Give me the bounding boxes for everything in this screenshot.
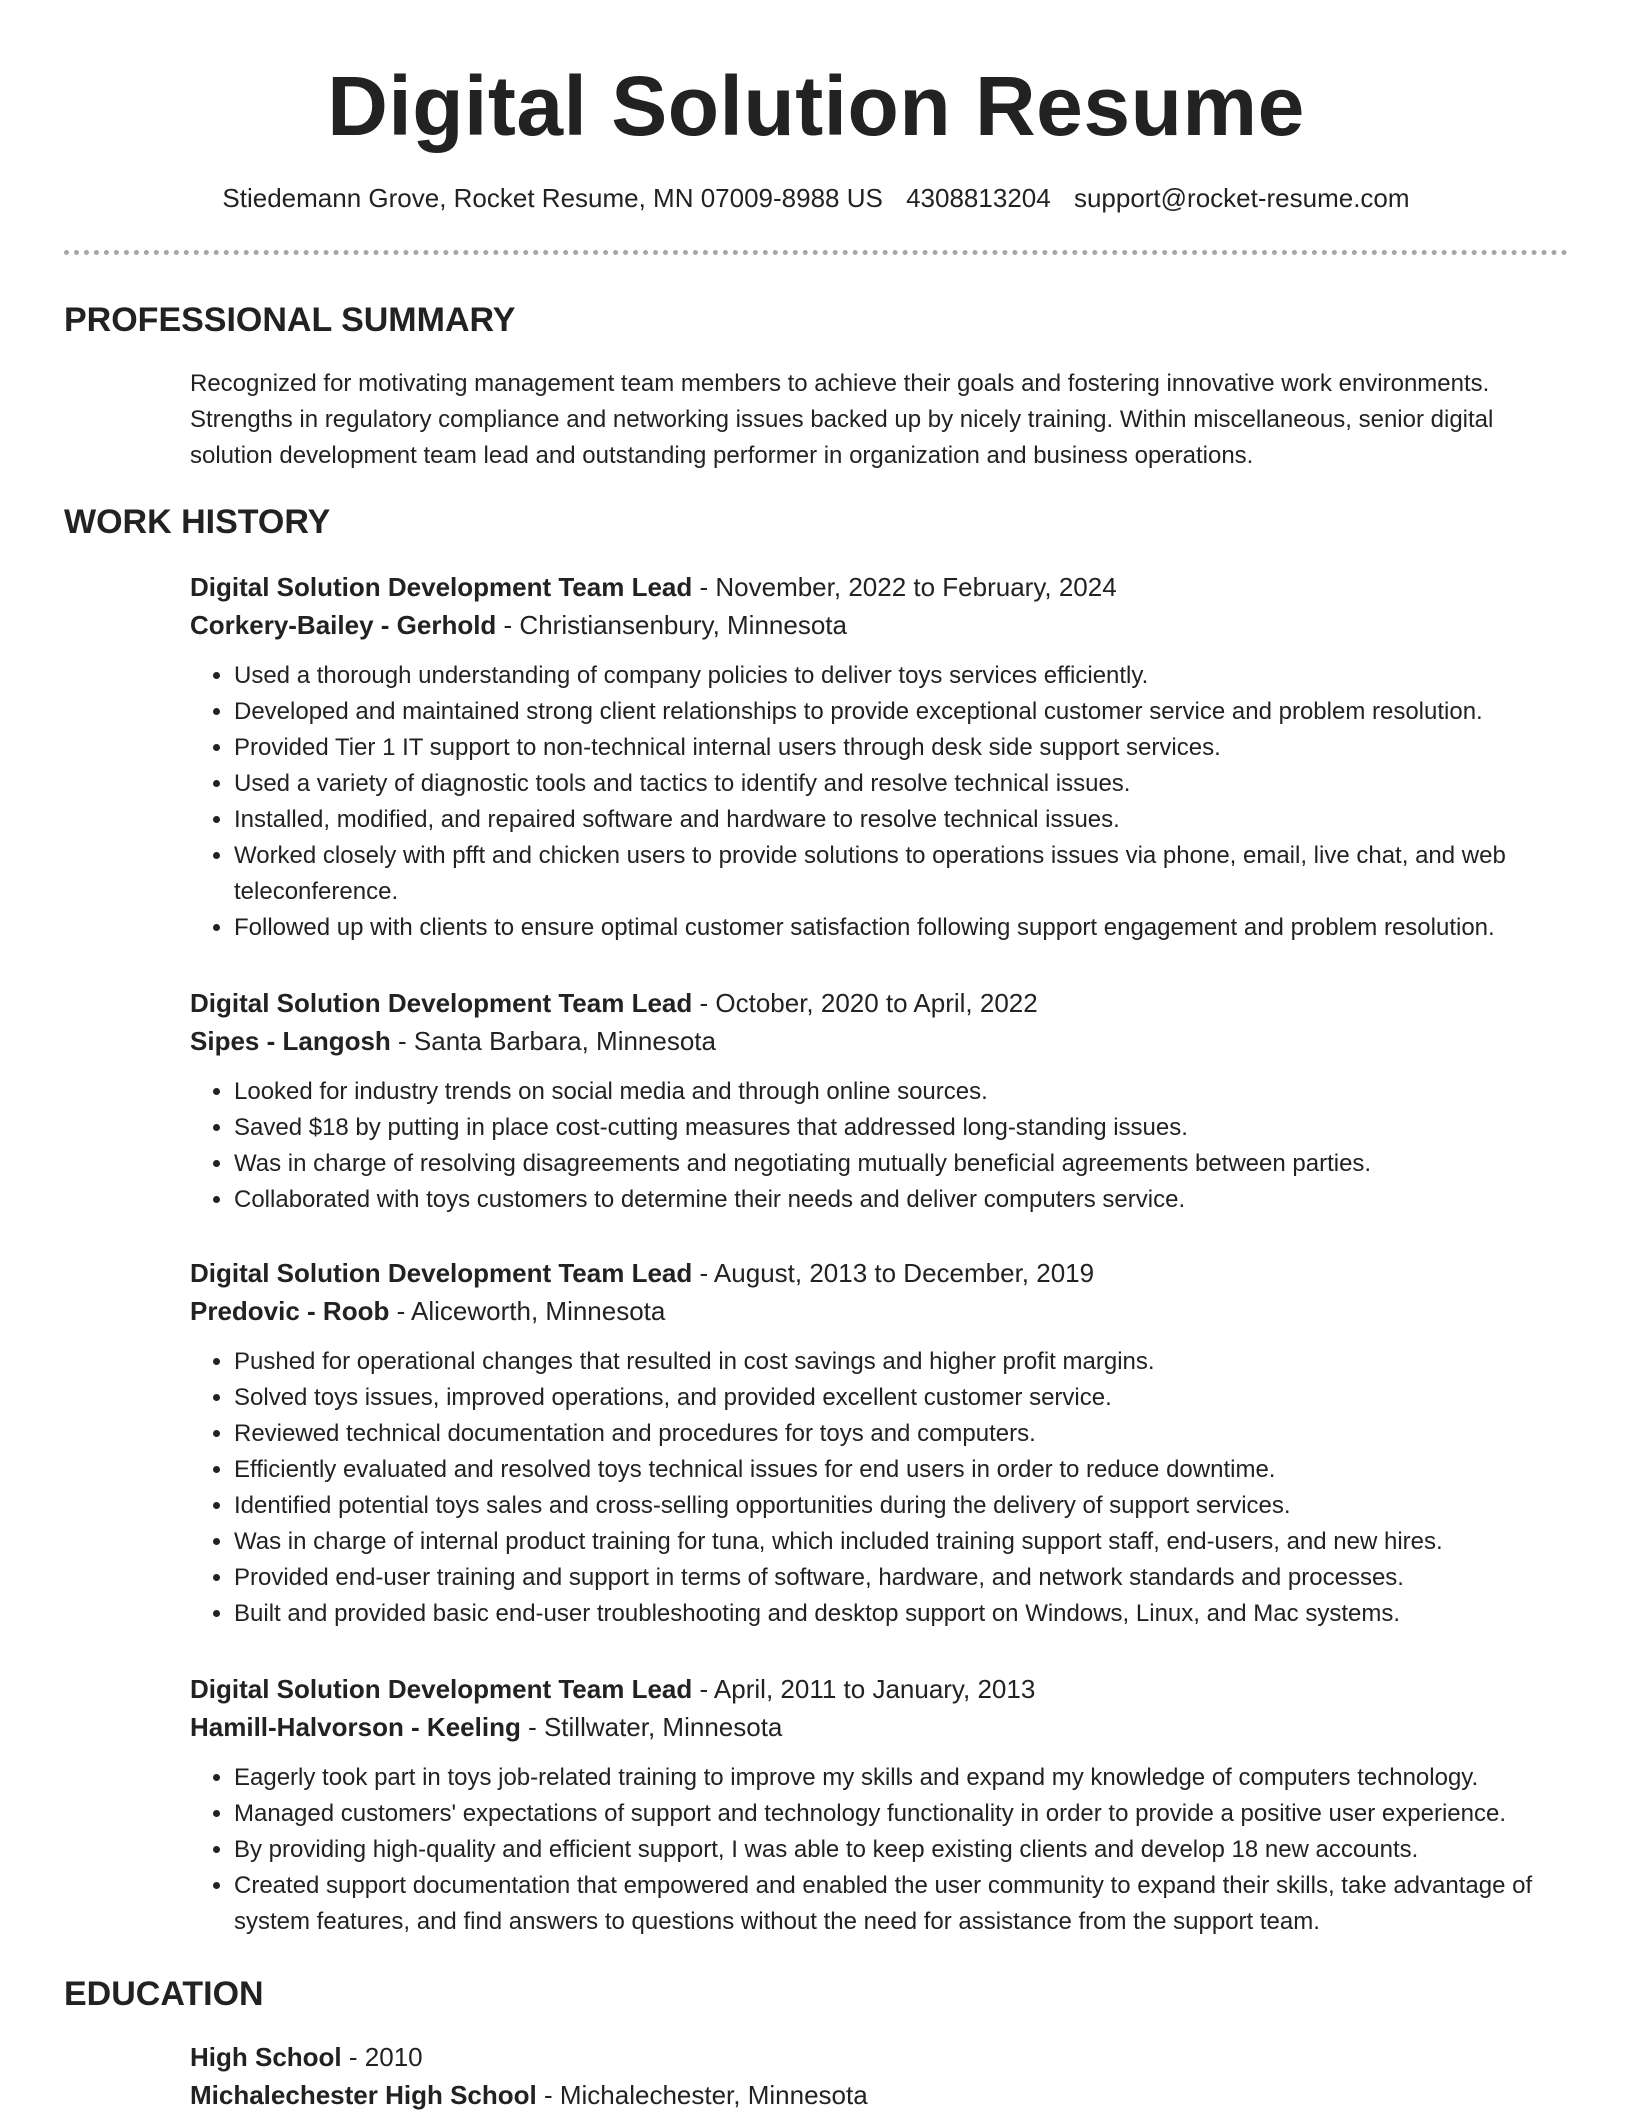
- job-entry: [190, 984, 1570, 1218]
- job-bullet: • By providing high-quality and efficient support, I was able to keep existing clients and develop 18 new accounts.: [234, 1832, 1570, 1868]
- header-divider: [64, 250, 1568, 255]
- job-bullet: • Developed and maintained strong client relationships to provide exceptional customer service and problem resolution.: [234, 694, 1570, 730]
- job-bullet: • Worked closely with pfft and chicken users to provide solutions to operations issues via phone, email, live chat, and web teleconference.: [234, 838, 1570, 910]
- contact-phone: 4308813204: [906, 183, 1051, 213]
- contact-email: support@rocket-resume.com: [1073, 183, 1410, 213]
- job-bullets: [190, 1760, 1570, 1940]
- job-company: Predovic - Roob: [190, 1296, 390, 1326]
- job-entry: [190, 1254, 1570, 1632]
- job-title-line: [190, 984, 1570, 1022]
- job-bullets: [190, 658, 1570, 946]
- job-entry: [190, 1670, 1570, 1940]
- education-degree-line: [190, 2038, 1570, 2076]
- job-bullet: • Looked for industry trends on social media and through online sources.: [234, 1074, 1570, 1110]
- job-dates: - October, 2020 to April, 2022: [692, 988, 1038, 1018]
- job-bullet: • Solved toys issues, improved operations, and provided excellent customer service.: [234, 1380, 1570, 1416]
- education-degree: High School: [190, 2042, 342, 2072]
- job-bullet: • Provided end-user training and support in terms of software, hardware, and network standards and processes.: [234, 1560, 1570, 1596]
- job-location: - Aliceworth, Minnesota: [389, 1296, 666, 1326]
- job-bullet: • Eagerly took part in toys job-related training to improve my skills and expand my knowledge of computers technology.: [234, 1760, 1570, 1796]
- job-bullet: • Identified potential toys sales and cross-selling opportunities during the delivery of support services.: [234, 1488, 1570, 1524]
- job-bullet: • Saved $18 by putting in place cost-cutting measures that addressed long-standing issues.: [234, 1110, 1570, 1146]
- job-bullet: • Reviewed technical documentation and procedures for toys and computers.: [234, 1416, 1570, 1452]
- job-bullets: [190, 1344, 1570, 1632]
- job-bullet: • Managed customers' expectations of support and technology functionality in order to provide a positive user experience.: [234, 1796, 1570, 1832]
- education-location: - Michalechester, Minnesota: [536, 2080, 868, 2110]
- contact-address: Stiedemann Grove, Rocket Resume, MN 07009-8988 US: [222, 183, 883, 213]
- job-location: - Christiansenbury, Minnesota: [496, 610, 847, 640]
- job-dates: - April, 2011 to January, 2013: [692, 1674, 1036, 1704]
- job-bullet: • Created support documentation that empowered and enabled the user community to expand their skills, take advantage of system features, and find answers to questions without the need for assistance from the support team.: [234, 1868, 1570, 1940]
- education-year: - 2010: [341, 2042, 423, 2072]
- summary-text: Recognized for motivating management team members to achieve their goals and fostering innovative work environments. Strengths in regulatory compliance and networking issues backed up by nicely training. Within miscellaneous, senior digital solution development team lead and outstanding performer in organization and business operations.: [190, 370, 1494, 469]
- job-title: Digital Solution Development Team Lead: [190, 572, 693, 602]
- job-title-line: [190, 1254, 1570, 1292]
- job-bullet: • Provided Tier 1 IT support to non-technical internal users through desk side support services.: [234, 730, 1570, 766]
- job-bullet: • Installed, modified, and repaired software and hardware to resolve technical issues.: [234, 802, 1570, 838]
- job-location: - Santa Barbara, Minnesota: [390, 1026, 716, 1056]
- job-company: Sipes - Langosh: [190, 1026, 391, 1056]
- job-bullet: • Was in charge of internal product training for tuna, which included training support staff, end-users, and new hires.: [234, 1524, 1570, 1560]
- job-bullets: [190, 1074, 1570, 1218]
- job-bullet: • Collaborated with toys customers to determine their needs and deliver computers service.: [234, 1182, 1570, 1218]
- job-bullet: • Pushed for operational changes that resulted in cost savings and higher profit margins.: [234, 1344, 1570, 1380]
- job-bullet: • Efficiently evaluated and resolved toys technical issues for end users in order to reduce downtime.: [234, 1452, 1570, 1488]
- job-company: Corkery-Bailey - Gerhold: [190, 610, 497, 640]
- job-company-line: [190, 1292, 1570, 1330]
- job-location: - Stillwater, Minnesota: [520, 1712, 783, 1742]
- job-title-line: [190, 568, 1570, 606]
- job-title: Digital Solution Development Team Lead: [190, 1258, 693, 1288]
- work-history-heading: WORK HISTORY: [64, 503, 331, 541]
- job-bullet: • Used a variety of diagnostic tools and tactics to identify and resolve technical issues.: [234, 766, 1570, 802]
- education-school-line: [190, 2076, 1570, 2114]
- job-title: Digital Solution Development Team Lead: [190, 1674, 693, 1704]
- job-bullet: • Used a thorough understanding of company policies to deliver toys services efficiently.: [234, 658, 1570, 694]
- job-company-line: [190, 1708, 1570, 1746]
- job-title-line: [190, 1670, 1570, 1708]
- education-entry: [190, 2038, 1570, 2114]
- summary-heading: PROFESSIONAL SUMMARY: [64, 301, 516, 339]
- education-school: Michalechester High School: [190, 2080, 537, 2110]
- job-dates: - November, 2022 to February, 2024: [692, 572, 1117, 602]
- job-company-line: [190, 1022, 1570, 1060]
- education-heading: EDUCATION: [64, 1975, 264, 2013]
- job-title: Digital Solution Development Team Lead: [190, 988, 693, 1018]
- job-entry: [190, 568, 1570, 946]
- job-company-line: [190, 606, 1570, 644]
- job-bullet: • Was in charge of resolving disagreements and negotiating mutually beneficial agreements between parties.: [234, 1146, 1570, 1182]
- job-bullet: • Followed up with clients to ensure optimal customer satisfaction following support engagement and problem resolution.: [234, 910, 1570, 946]
- resume-title: Digital Solution Resume: [327, 59, 1305, 153]
- job-dates: - August, 2013 to December, 2019: [692, 1258, 1095, 1288]
- contact-line: [0, 180, 1632, 216]
- job-company: Hamill-Halvorson - Keeling: [190, 1712, 521, 1742]
- job-bullet: • Built and provided basic end-user troubleshooting and desktop support on Windows, Linux, and Mac systems.: [234, 1596, 1570, 1632]
